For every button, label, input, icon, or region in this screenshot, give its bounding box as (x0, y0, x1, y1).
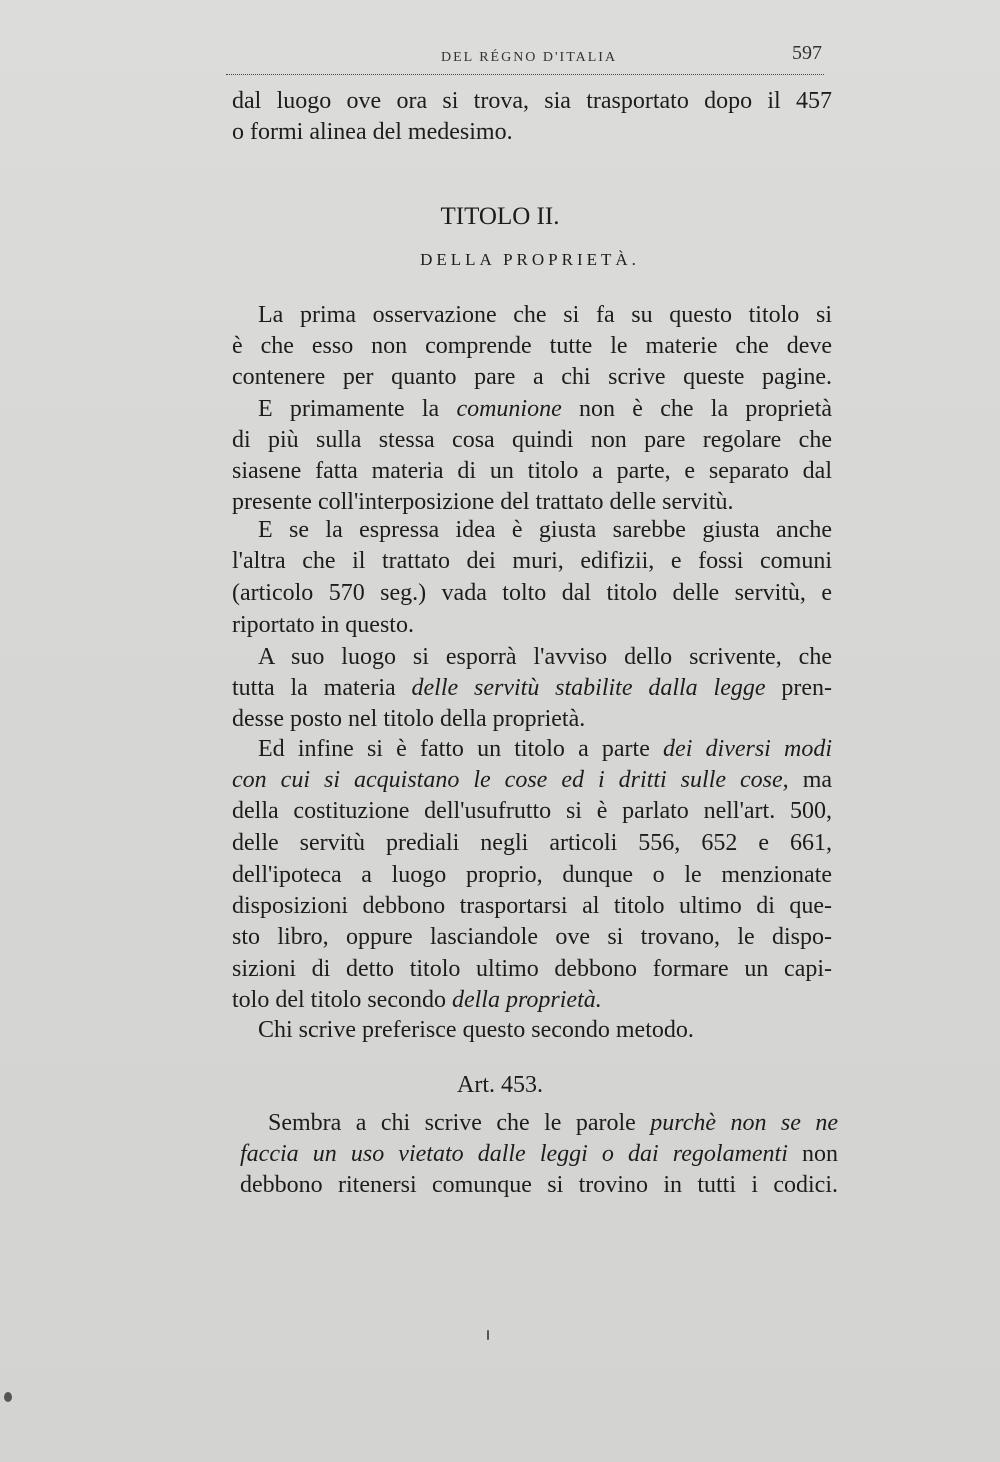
section-subtitle: DELLA PROPRIETÀ. (420, 250, 640, 269)
text-span: ma (802, 767, 833, 793)
text-span: non è che la proprietà (579, 396, 833, 422)
page-number: 597 (792, 42, 822, 64)
section-title: TITOLO II. (440, 203, 560, 230)
text-line (232, 673, 832, 704)
text-line: siasene fatta materia di un titolo a parte, e separato dal (232, 458, 832, 484)
italic-span: con cui si acquistano le cose ed i dritti sulle cose, (232, 767, 789, 793)
text-line: A suo luogo si esporrà l'avviso dello scrivente, che (258, 644, 832, 670)
text-span: non (802, 1141, 838, 1167)
italic-span: delle servitù stabilite dalla legge (411, 675, 766, 701)
text-line (258, 734, 832, 765)
italic-span: faccia un uso vietato dalle leggi o dai regolamenti (240, 1141, 788, 1167)
text-line (232, 985, 832, 1016)
text-line: dal luogo ove ora si trova, sia trasportato dopo il 457 (232, 88, 832, 114)
text-line: presente coll'interposizione del trattato delle servitù. (232, 489, 734, 515)
text-line (240, 1139, 838, 1170)
text-line: di più sulla stessa cosa quindi non pare regolare che (232, 427, 832, 453)
text-line: contenere per quanto pare a chi scrive queste pagine. (232, 364, 832, 390)
italic-span: della proprietà. (451, 987, 602, 1013)
text-line: La prima osservazione che si fa su questo titolo si (258, 302, 832, 328)
italic-span: dei diversi modi (663, 736, 833, 762)
text-line: è che esso non comprende tutte le materie che deve (232, 333, 832, 359)
running-title: DEL RÉGNO D'ITALIA (441, 50, 618, 65)
text-span: tutta la materia (232, 675, 396, 701)
text-line: dell'ipoteca a luogo proprio, dunque o le menzionate (232, 862, 832, 888)
text-line (258, 394, 832, 425)
article-heading: Art. 453. (457, 1072, 543, 1098)
text-line: l'altra che il trattato dei muri, edifizii, e fossi comuni (232, 548, 832, 574)
text-line: delle servitù prediali negli articoli 556, 652 e 661, (232, 830, 832, 856)
italic-span: comunione (456, 396, 562, 422)
text-span: Ed infine si è fatto un titolo a parte (258, 736, 650, 762)
text-line (232, 765, 832, 796)
text-line: (articolo 570 seg.) vada tolto dal titolo delle servitù, e (232, 580, 832, 606)
text-span: Sembra a chi scrive che le parole (268, 1110, 636, 1136)
text-line: della costituzione dell'usufrutto si è parlato nell'art. 500, (232, 798, 832, 824)
text-line: o formi alinea del medesimo. (232, 119, 513, 145)
text-line: sto libro, oppure lasciandole ove si trovano, le dispo- (232, 924, 832, 950)
text-line: sizioni di detto titolo ultimo debbono formare un capi- (232, 956, 832, 982)
running-header (226, 40, 824, 75)
text-span: pren- (781, 675, 833, 701)
scan-speck (4, 1392, 12, 1402)
text-line: Chi scrive preferisce questo secondo metodo. (258, 1017, 694, 1043)
text-line: desse posto nel titolo della proprietà. (232, 706, 586, 732)
italic-span: purchè non se ne (650, 1110, 839, 1136)
text-span: tolo del titolo secondo (232, 987, 446, 1013)
text-line: riportato in questo. (232, 612, 414, 638)
scan-speck (487, 1330, 489, 1340)
text-line: E se la espressa idea è giusta sarebbe giusta anche (258, 517, 832, 543)
text-line (268, 1108, 838, 1139)
text-line: debbono ritenersi comunque si trovino in tutti i codici. (240, 1172, 838, 1198)
text-span: E primamente la (258, 396, 440, 422)
text-line: disposizioni debbono trasportarsi al titolo ultimo di que- (232, 893, 832, 919)
